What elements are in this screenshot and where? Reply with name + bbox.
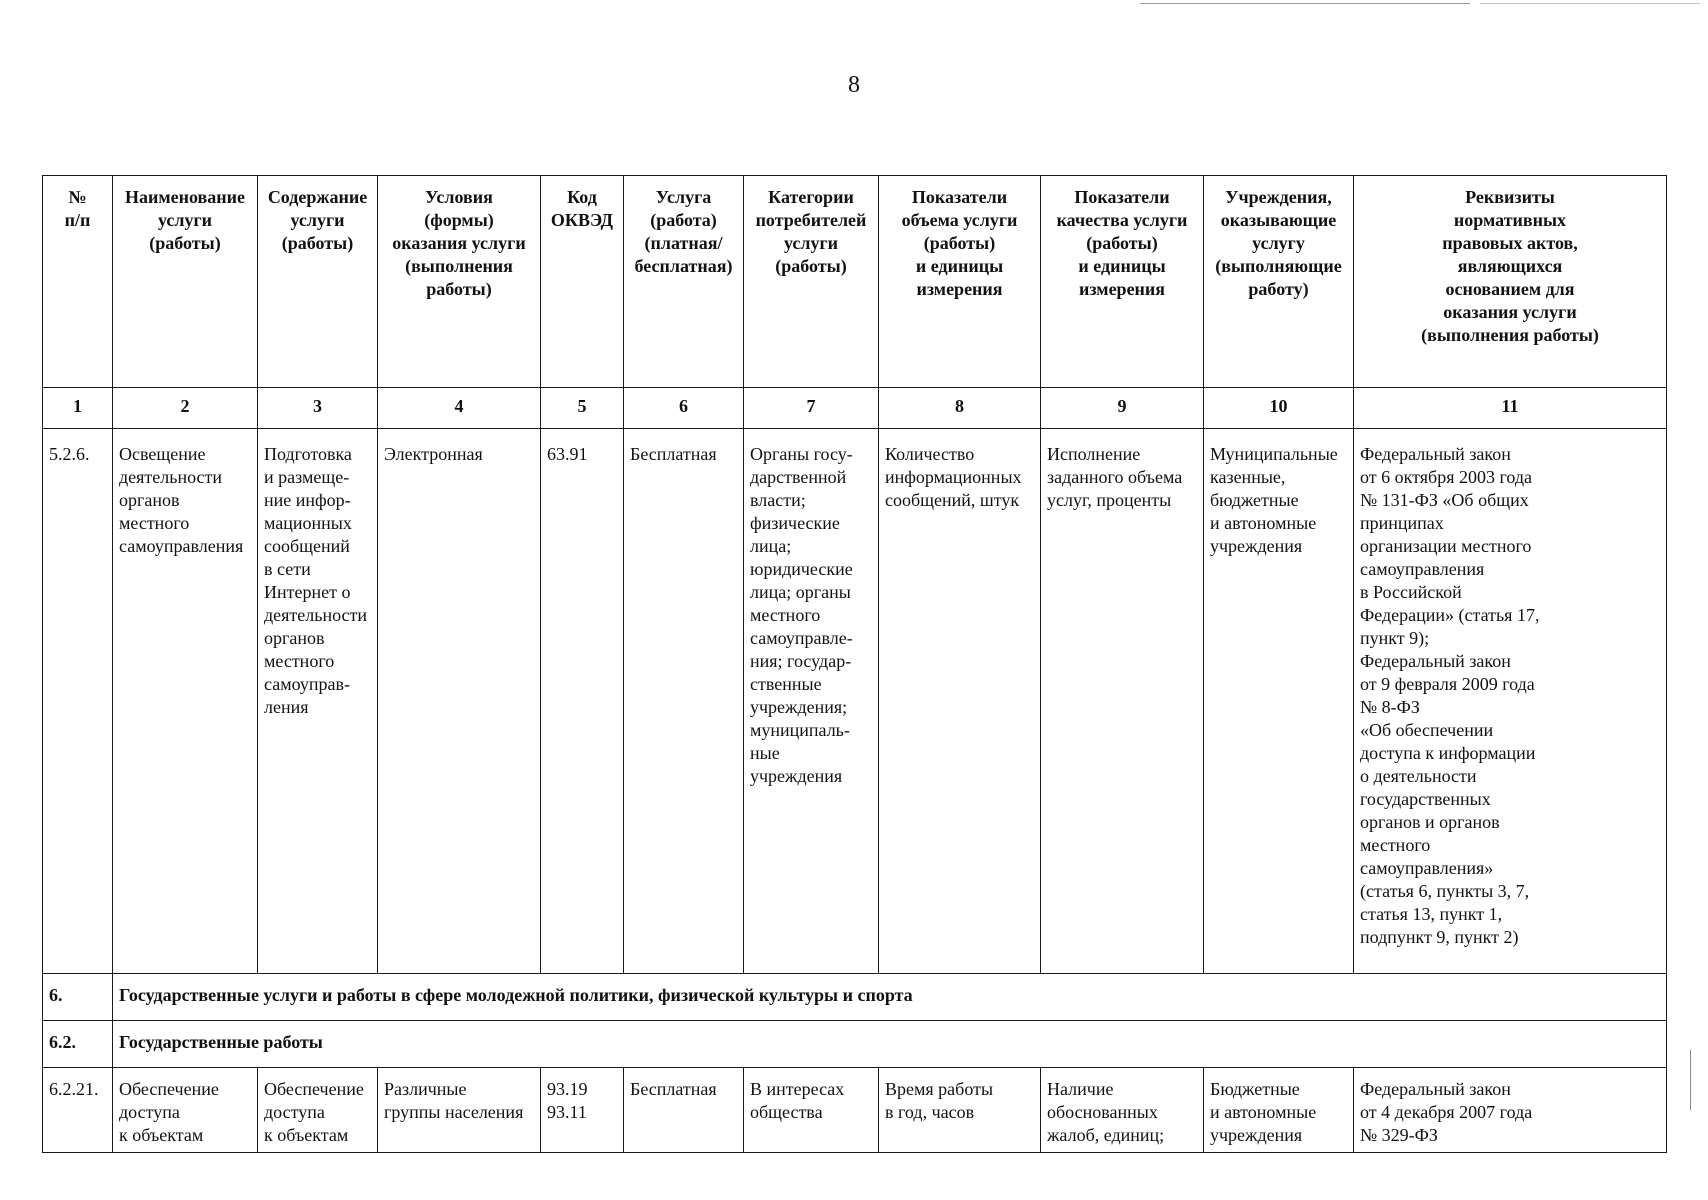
header-cell: Наименование услуги (работы) [113,176,258,388]
table-cell: Подготовка и размеще- ние инфор- мационных сообщений в сети Интернет о деятельности органов местного самоуправ- ления [258,429,378,974]
table-cell: Бесплатная [624,1068,744,1153]
column-number: 11 [1354,388,1667,429]
section-row [43,1021,1667,1068]
table-cell: Муниципальные казенные, бюджетные и автономные учреждения [1204,429,1354,974]
table-cell: Федеральный закон от 6 октября 2003 года № 131-ФЗ «Об общих принципах организации местного самоуправления в Российской Федерации» (статья 17, пункт 9); Федеральный закон от 9 февраля 2009 года № 8-ФЗ «Об обеспечении доступа к информации о деятельности государственных органов и органов местного самоуправления» (статья 6, пункты 3, 7, статья 13, пункт 1, подпункт 9, пункт 2) [1354,429,1667,974]
column-number: 4 [378,388,541,429]
column-number: 10 [1204,388,1354,429]
column-number: 6 [624,388,744,429]
section-row [43,974,1667,1021]
scan-edge-line [1480,3,1700,4]
header-cell: Реквизиты нормативных правовых актов, являющихся основанием для оказания услуги (выполнения работы) [1354,176,1667,388]
table-cell: Обеспечение доступа к объектам [113,1068,258,1153]
section-number: 6. [43,974,113,1021]
page-number: 8 [848,72,860,98]
section-number: 6.2. [43,1021,113,1068]
header-cell: Код ОКВЭД [541,176,624,388]
header-cell: Услуга (работа) (платная/ бесплатная) [624,176,744,388]
table-cell: Электронная [378,429,541,974]
column-number: 9 [1041,388,1204,429]
table-row [43,1068,1667,1153]
table-header-row [43,176,1667,388]
table-cell: 5.2.6. [43,429,113,974]
table-cell: 6.2.21. [43,1068,113,1153]
table-cell: Время работы в год, часов [879,1068,1041,1153]
table-cell: Бесплатная [624,429,744,974]
column-number: 7 [744,388,879,429]
header-cell: Показатели качества услуги (работы) и единицы измерения [1041,176,1204,388]
table-cell: Органы госу- дарственной власти; физические лица; юридические лица; органы местного самоуправле- ния; государ- ственные учреждения; муниципаль- ные учреждения [744,429,879,974]
column-number: 1 [43,388,113,429]
table-cell: Освещение деятельности органов местного самоуправления [113,429,258,974]
table-cell: 63.91 [541,429,624,974]
table-cell: Исполнение заданного объема услуг, проценты [1041,429,1204,974]
section-title: Государственные работы [113,1021,1667,1068]
section-title: Государственные услуги и работы в сфере молодежной политики, физической культуры и спорта [113,974,1667,1021]
table-cell: Наличие обоснованных жалоб, единиц; [1041,1068,1204,1153]
header-cell: № п/п [43,176,113,388]
header-cell: Содержание услуги (работы) [258,176,378,388]
column-number: 5 [541,388,624,429]
table-row [43,429,1667,974]
table-cell: 93.19 93.11 [541,1068,624,1153]
header-cell: Категории потребителей услуги (работы) [744,176,879,388]
column-number: 2 [113,388,258,429]
table-cell: Федеральный закон от 4 декабря 2007 года № 329-ФЗ [1354,1068,1667,1153]
column-number: 8 [879,388,1041,429]
scan-edge-line [1140,3,1470,4]
header-cell: Учреждения, оказывающие услугу (выполняющие работу) [1204,176,1354,388]
header-cell: Условия (формы) оказания услуги (выполнения работы) [378,176,541,388]
table-cell: Различные группы населения [378,1068,541,1153]
scan-margin-mark [1690,1050,1691,1110]
header-cell: Показатели объема услуги (работы) и единицы измерения [879,176,1041,388]
table-cell: Обеспечение доступа к объектам [258,1068,378,1153]
table-cell: Количество информационных сообщений, штук [879,429,1041,974]
column-number-row [43,388,1667,429]
table-cell: Бюджетные и автономные учреждения [1204,1068,1354,1153]
services-table [42,175,1667,1153]
column-number: 3 [258,388,378,429]
table-cell: В интересах общества [744,1068,879,1153]
